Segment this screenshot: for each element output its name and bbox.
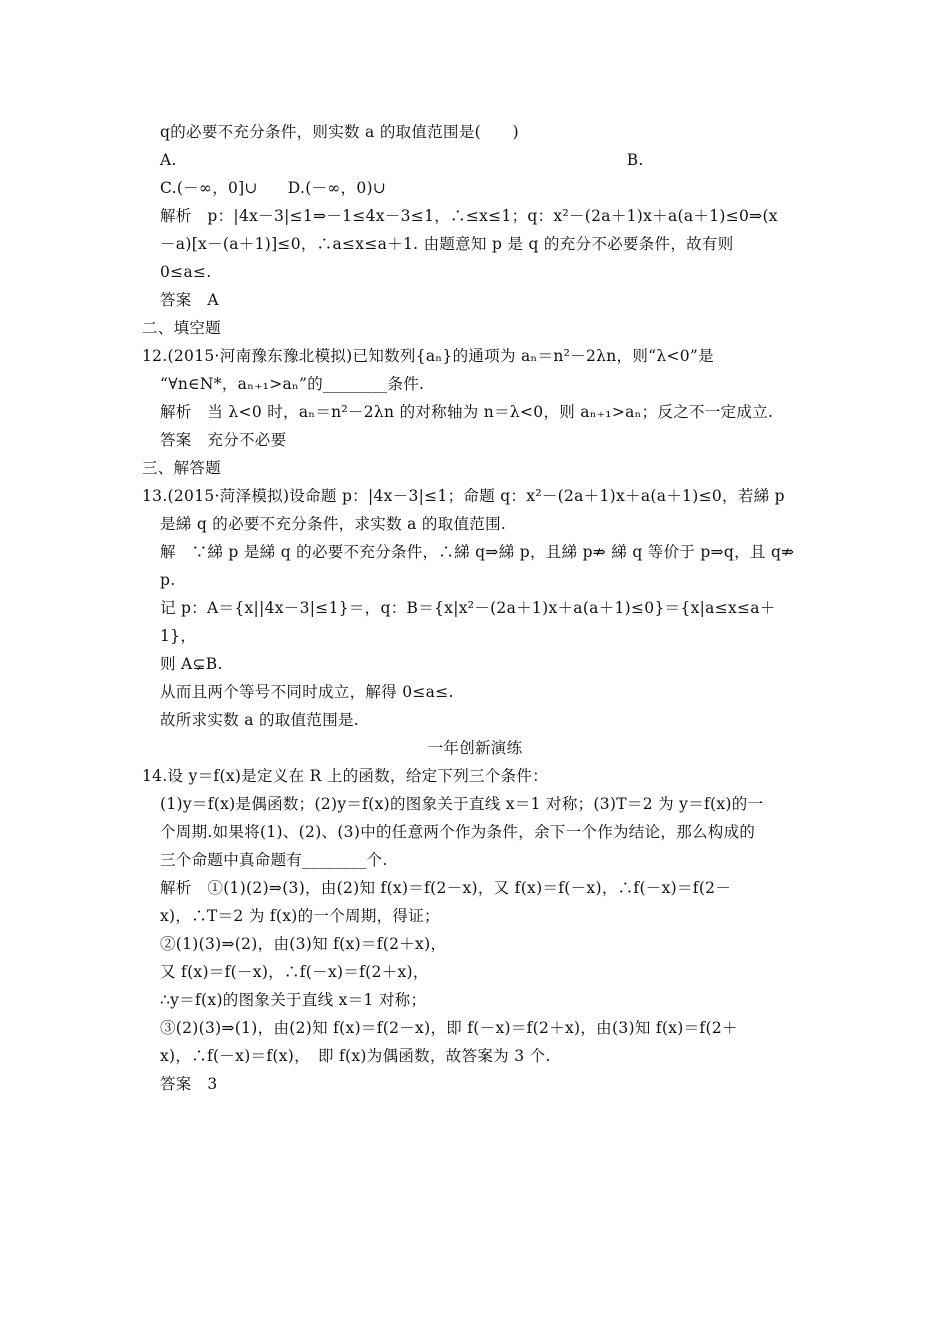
q14-analysis-line-5: ∴y＝f(x)的图象关于直线 x＝1 对称； bbox=[160, 991, 427, 1009]
q13-solution-line-1: 解 ∵綈 p 是綈 q 的必要不充分条件，∴綈 q⇒綈 p，且綈 p⇏ 綈 q 等价于 p⇒q，且 q⇏ bbox=[160, 543, 795, 561]
section-heading-innovation: 一年创新演练 bbox=[427, 739, 523, 757]
q13-solution-line-5: 则 A⊊B. bbox=[160, 655, 223, 673]
q11-analysis-line-2: －a)[x－(a＋1)]≤0，∴a≤x≤a＋1. 由题意知 p 是 q 的充分不必要条件，故有则 bbox=[160, 235, 734, 253]
q14-stem-line-1: 14.设 y＝f(x)是定义在 R 上的函数，给定下列三个条件： bbox=[142, 767, 549, 785]
q13-solution-line-3: 记 p：A＝{x||4x－3|≤1}＝，q：B＝{x|x²－(2a＋1)x＋a(a＋1)≤0}＝{x|a≤x≤a＋ bbox=[160, 599, 776, 617]
q12-stem-line-1: 12.(2015·河南豫东豫北模拟)已知数列{aₙ}的通项为 aₙ＝n²－2λn，则“λ<0”是 bbox=[142, 347, 714, 365]
q14-analysis-line-3: ②(1)(3)⇒(2)，由(3)知 f(x)＝f(2＋x)， bbox=[160, 935, 447, 953]
q11-analysis-line-1: 解析 p：|4x－3|≤1⇒－1≤4x－3≤1，∴≤x≤1；q：x²－(2a＋1)x＋a(a＋1)≤0⇒(x bbox=[160, 207, 778, 225]
q14-stem-line-3: 个周期.如果将(1)、(2)、(3)中的任意两个作为条件，余下一个作为结论，那么构成的 bbox=[160, 823, 756, 841]
q13-solution-line-7: 故所求实数 a 的取值范围是. bbox=[160, 711, 360, 729]
q11-option-b: B. bbox=[626, 151, 644, 169]
q14-analysis-line-6: ③(2)(3)⇒(1)，由(2)知 f(x)＝f(2－x)，即 f(－x)＝f(2＋x)，由(3)知 f(x)＝f(2＋ bbox=[160, 1019, 738, 1037]
q11-options-row-1 bbox=[160, 149, 644, 171]
q13-solution-line-4: 1}， bbox=[160, 627, 197, 645]
q11-option-a: A. bbox=[160, 151, 177, 169]
q13-stem-line-1: 13.(2015·菏泽模拟)设命题 p：|4x－3|≤1；命题 q：x²－(2a＋1)x＋a(a＋1)≤0，若綈 p bbox=[142, 487, 785, 505]
q12-stem-line-2: “∀n∈N*，aₙ₊₁>aₙ”的________条件. bbox=[160, 375, 425, 393]
q14-answer: 答案 3 bbox=[160, 1075, 218, 1093]
q14-stem-line-4: 三个命题中真命题有________个. bbox=[160, 851, 388, 869]
q12-answer: 答案 充分不必要 bbox=[160, 431, 287, 449]
q11-analysis-line-3: 0≤a≤. bbox=[160, 263, 212, 281]
q14-stem-line-2: (1)y＝f(x)是偶函数；(2)y＝f(x)的图象关于直线 x＝1 对称；(3)T＝2 为 y＝f(x)的一 bbox=[160, 795, 764, 813]
q12-analysis: 解析 当 λ<0 时，aₙ＝n²－2λn 的对称轴为 n＝λ<0，则 aₙ₊₁>aₙ；反之不一定成立. bbox=[160, 403, 774, 421]
q11-answer: 答案 A bbox=[160, 291, 219, 309]
q14-analysis-line-7: x)，∴f(－x)＝f(x)， 即 f(x)为偶函数，故答案为 3 个. bbox=[160, 1047, 551, 1065]
q11-options-row-2 bbox=[160, 177, 386, 199]
q13-solution-line-6: 从而且两个等号不同时成立，解得 0≤a≤. bbox=[160, 683, 454, 701]
q11-stem-continuation: q的必要不充分条件，则实数 a 的取值范围是( ) bbox=[160, 123, 519, 141]
section-heading-solve: 三、解答题 bbox=[142, 459, 222, 477]
q14-analysis-line-2: x)，∴T＝2 为 f(x)的一个周期，得证； bbox=[160, 907, 440, 925]
section-heading-fill-in: 二、填空题 bbox=[142, 319, 222, 337]
q11-option-c: C.(－∞，0]∪ bbox=[160, 179, 258, 197]
q13-stem-line-2: 是綈 q 的必要不充分条件，求实数 a 的取值范围. bbox=[160, 515, 507, 533]
q11-option-d: D.(－∞，0)∪ bbox=[287, 179, 387, 197]
q14-analysis-line-4: 又 f(x)＝f(－x)，∴f(－x)＝f(2＋x)， bbox=[160, 963, 429, 981]
q14-analysis-line-1: 解析 ①(1)(2)⇒(3)，由(2)知 f(x)＝f(2－x)，又 f(x)＝f(－x)，∴f(－x)＝f(2－ bbox=[160, 879, 732, 897]
q13-solution-line-2: p. bbox=[160, 571, 176, 589]
